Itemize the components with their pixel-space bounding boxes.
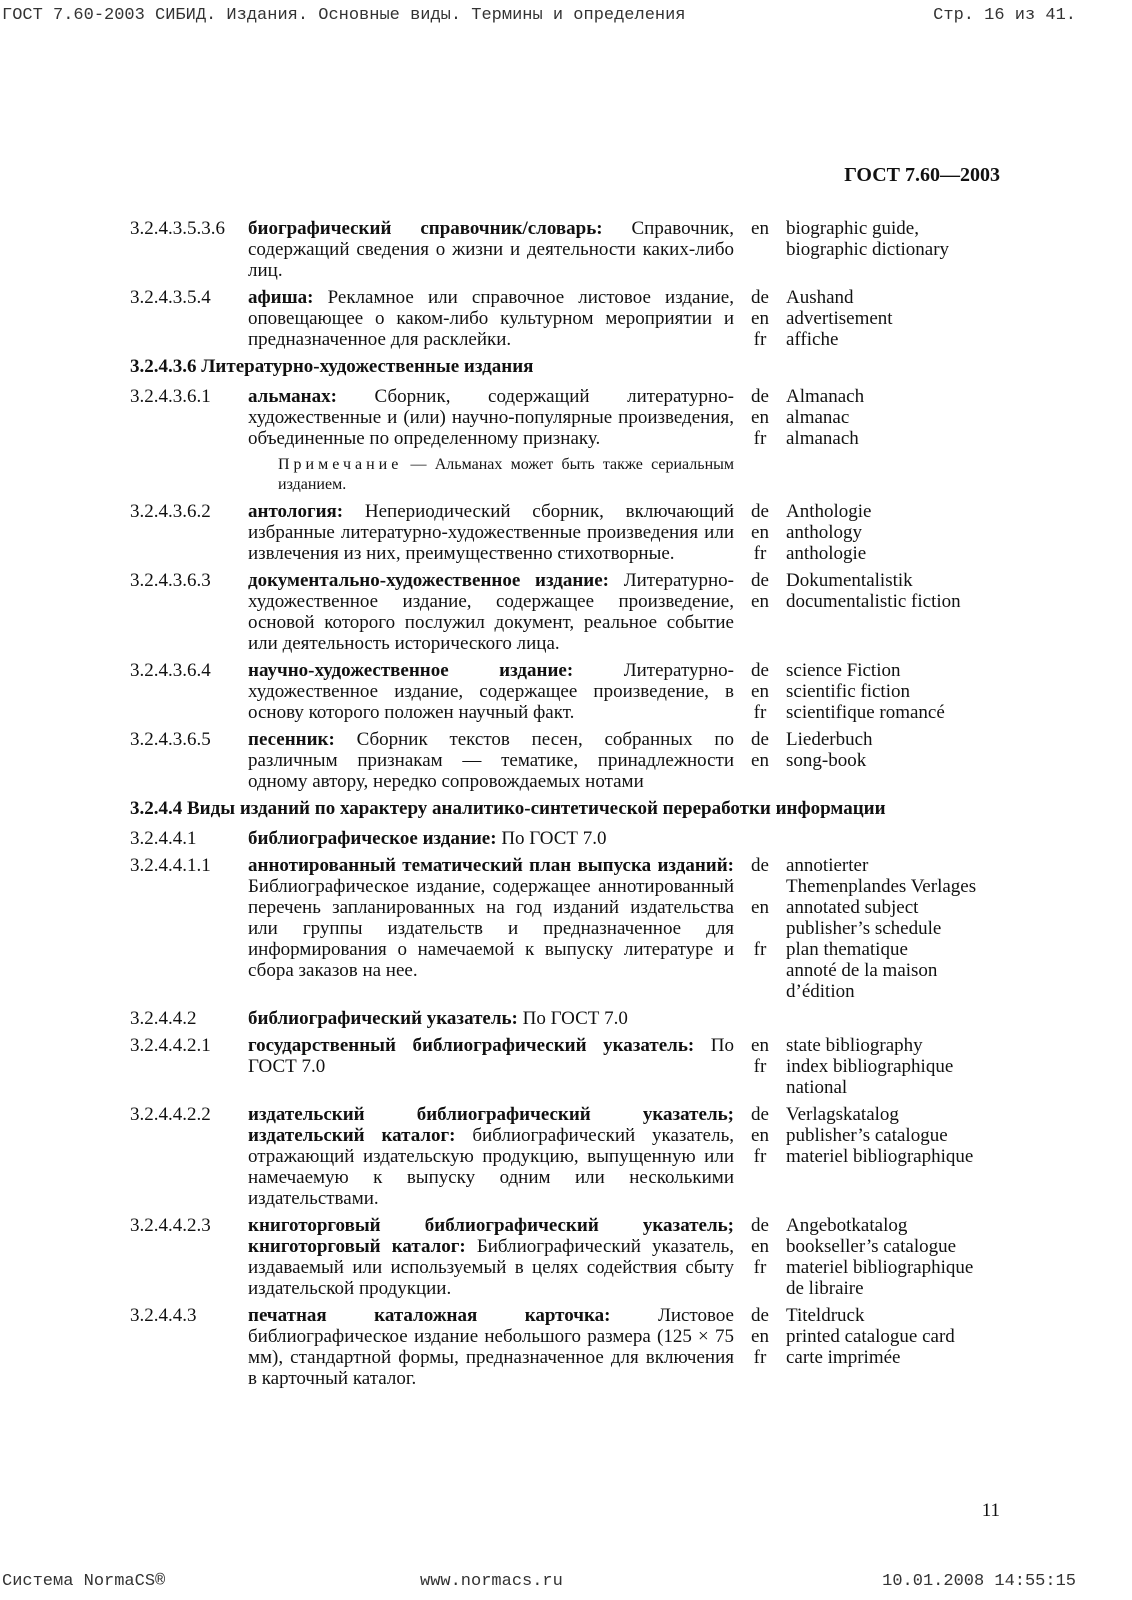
term-name: издательский библиографический указатель; издательский каталог: [248,1104,734,1146]
term-entry [130,1215,1010,1299]
entries-group-b [130,386,1010,792]
term-entry [130,1008,1010,1029]
term-name: библиографическое издание: [248,828,497,849]
language-code: en [751,897,769,918]
term-definition [248,1035,734,1098]
term-entry [130,828,1010,849]
language-code: fr [753,939,767,960]
foreign-equivalents [786,218,1010,281]
equivalent-term: annotated subject [786,897,919,918]
term-number: 3.2.4.4.2 [130,1008,197,1029]
equivalent-term: scientific fiction [786,681,910,702]
term-definition [248,729,734,792]
term-entry [130,570,1010,654]
term-entry [130,855,1010,1002]
definition-text: библиографический указатель, отражающий издательскую продукцию, выпущенную или намечаемую к выпуску одним или несколькими издательствами. [248,1125,734,1209]
term-name: библиографический указатель: [248,1008,518,1029]
language-code: en [751,1035,769,1056]
language-code: en [751,1125,769,1146]
equivalent-term: song-book [786,750,867,771]
term-entry [130,1305,1010,1389]
term-definition [248,660,734,723]
term-name: государственный библиографический указатель: [248,1035,695,1056]
term-entry [130,729,1010,792]
language-code: en [751,218,769,239]
foreign-equivalents [786,1305,1010,1389]
language-codes [734,1305,786,1389]
term-entry [130,287,1010,350]
term-definition [248,501,734,564]
language-codes [734,570,786,654]
term-name: аннотированный тематический план выпуска изданий: [248,855,734,876]
language-code [734,960,786,981]
language-code: fr [753,1056,767,1077]
equivalent-term: plan thematique [786,939,908,960]
equivalent-term: biographic guide, [786,218,919,239]
equivalent-term: documentalistic fiction [786,591,961,612]
foreign-equivalents [786,287,1010,350]
language-codes [734,1104,786,1209]
term-definition [248,1305,734,1389]
language-code: de [751,570,769,591]
term-definition [248,1215,734,1299]
equivalent-term: annoté de la maison [786,960,938,981]
term-definition [248,828,734,849]
equivalent-term: carte imprimée [786,1347,901,1368]
foreign-equivalents [786,501,1010,564]
term-number: 3.2.4.4.2.1 [130,1035,211,1056]
equivalent-term: materiel bibliographique [786,1257,974,1278]
term-name: афиша: [248,287,314,308]
language-codes [734,386,786,449]
term-name: песенник: [248,729,335,750]
section-heading-analytic: 3.2.4.4 Виды изданий по характеру аналитико-синтетической переработки информации [130,798,886,819]
equivalent-term: anthology [786,522,862,543]
language-code [734,918,786,939]
language-code: en [751,1326,769,1347]
term-entry [130,218,1010,281]
language-codes [734,287,786,350]
foreign-equivalents [786,660,1010,723]
term-number: 3.2.4.3.6.5 [130,729,211,750]
language-code: de [751,501,769,522]
language-code: fr [753,428,767,449]
equivalent-term: de libraire [786,1278,864,1299]
definition-text: Листовое библиографическое издание небольшого размера (125 × 75 мм), стандартной формы, предназначенное для включения в карточный каталог. [248,1305,734,1389]
entries-group-c [130,828,1010,1389]
definition-text: По ГОСТ 7.0 [496,828,607,849]
equivalent-term: bookseller’s catalogue [786,1236,957,1257]
term-number: 3.2.4.3.6.2 [130,501,211,522]
foreign-equivalents [786,386,1010,449]
term-number: 3.2.4.3.5.4 [130,287,211,308]
language-code: en [751,1236,769,1257]
term-name: книготорговый библиографический указатель; книготорговый каталог: [248,1215,734,1257]
foreign-equivalents [786,729,1010,792]
term-definition [248,386,734,449]
term-definition [248,287,734,350]
definition-text: Библиографическое издание, содержащее аннотированный перечень запланированных на год изданий издательства или группы издательств и предназначенное для информирования о намечаемой к выпуску литературе и сбора заказов на нее. [248,876,734,981]
definition-text: Сборник текстов песен, собранных по различным признакам — тематике, принадлежности одному автору, нередко сопровождаемых нотами [248,729,734,792]
language-codes [734,1035,786,1098]
language-code: en [751,591,769,612]
language-code: de [751,386,769,407]
equivalent-term: Angebotkatalog [786,1215,908,1236]
term-name: биографический справочник/словарь: [248,218,603,239]
language-codes [734,501,786,564]
footer-timestamp: 10.01.2008 14:55:15 [882,1572,1076,1591]
language-codes [734,1215,786,1299]
term-name: альманах: [248,386,337,407]
language-codes [734,1008,786,1029]
page-number: 11 [981,1500,1000,1521]
equivalent-term: index bibliographique [786,1056,954,1077]
language-code: fr [753,1257,767,1278]
equivalent-term: Almanach [786,386,865,407]
term-definition [248,855,734,1002]
term-number: 3.2.4.3.6.1 [130,386,211,407]
equivalent-term: Anthologie [786,501,872,522]
section-heading-literary: 3.2.4.3.6 Литературно-художественные издания [130,356,534,377]
note-label: Примечание [278,456,403,473]
language-code: fr [753,1347,767,1368]
definition-text: Сборник, содержащий литературно-художественные и (или) научно-популярные произведения, объединенные по определенному признаку. [248,386,734,449]
language-code: fr [753,1146,767,1167]
term-number: 3.2.4.4.1 [130,828,197,849]
language-code: de [751,660,769,681]
language-codes [734,218,786,281]
foreign-equivalents [786,855,1010,1002]
term-number: 3.2.4.4.2.3 [130,1215,211,1236]
foreign-equivalents [786,828,1010,849]
language-code [734,239,786,260]
definition-text: По ГОСТ 7.0 [248,1035,734,1077]
definition-text: Непериодический сборник, включающий избранные литературно-художественные произведения или извлечения из них, преимущественно стихотворные. [248,501,734,564]
term-definition [248,218,734,281]
term-entry [130,386,1010,495]
language-code: fr [753,702,767,723]
language-code [734,981,786,1002]
language-code: fr [753,329,767,350]
language-code [734,1077,786,1098]
footer-link[interactable]: www.normacs.ru [420,1572,563,1591]
standard-code: ГОСТ 7.60—2003 [844,164,1000,186]
term-definition [248,1008,734,1029]
definition-text: Библиографический указатель, издаваемый или используемый в целях содействия сбыту издательской продукции. [248,1236,735,1299]
definition-text: Литературно-художественное издание, содержащее произведение, в основу которого положен научный факт. [248,660,734,723]
language-code: en [751,750,769,771]
equivalent-term: publisher’s schedule [786,918,942,939]
term-entry [130,501,1010,564]
language-code: de [751,855,769,876]
language-code: en [751,522,769,543]
equivalent-term: Liederbuch [786,729,873,750]
equivalent-term: publisher’s catalogue [786,1125,948,1146]
term-number: 3.2.4.3.6.4 [130,660,211,681]
language-codes [734,729,786,792]
equivalent-term: printed catalogue card [786,1326,955,1347]
equivalent-term: materiel bibliographique [786,1146,974,1167]
foreign-equivalents [786,1104,1010,1209]
foreign-equivalents [786,570,1010,654]
equivalent-term: state bibliography [786,1035,923,1056]
term-entry [130,660,1010,723]
definition-text: Литературно-художественное издание, содержащее произведение, основой которого послужил документ, реальное событие или деятельность исторического лица. [248,570,734,654]
language-code: de [751,729,769,750]
equivalent-term: scientifique romancé [786,702,945,723]
language-codes [734,828,786,849]
equivalent-term: Aushand [786,287,854,308]
term-name: антология: [248,501,344,522]
term-entry [130,1035,1010,1098]
equivalent-term: national [786,1077,848,1098]
term-number: 3.2.4.4.2.2 [130,1104,211,1125]
term-number: 3.2.4.4.3 [130,1305,197,1326]
equivalent-term: almanac [786,407,850,428]
term-name: печатная каталожная карточка: [248,1305,611,1326]
equivalent-term: d’édition [786,981,855,1002]
equivalent-term: Themenplandes Verlages [786,876,977,897]
equivalent-term: biographic dictionary [786,239,950,260]
equivalent-term: Verlagskatalog [786,1104,899,1125]
language-code: de [751,1305,769,1326]
language-code: de [751,1215,769,1236]
term-definition [248,570,734,654]
language-codes [734,855,786,1002]
terms-list [130,218,1010,1395]
definition-text: Справочник, содержащий сведения о жизни и деятельности каких-либо лиц. [248,218,735,281]
note-spacer [130,449,248,495]
foreign-equivalents [786,1035,1010,1098]
foreign-equivalents [786,1215,1010,1299]
language-code: en [751,308,769,329]
equivalent-term: Titeldruck [786,1305,865,1326]
language-code: fr [753,543,767,564]
term-entry [130,1104,1010,1209]
language-code: en [751,681,769,702]
term-name: научно-художественное издание: [248,660,574,681]
equivalent-term: science Fiction [786,660,901,681]
note-text: — Альманах может быть также сериальным изданием. [278,456,734,493]
equivalent-term: affiche [786,329,839,350]
equivalent-term: anthologie [786,543,867,564]
definition-text: По ГОСТ 7.0 [517,1008,628,1029]
document-header-title: ГОСТ 7.60-2003 СИБИД. Издания. Основные виды. Термины и определения [2,6,686,25]
footer-system: Система NormaCS® [2,1572,166,1591]
entries-group-a [130,218,1010,350]
term-definition [248,1104,734,1209]
foreign-equivalents [786,1008,1010,1029]
equivalent-term: Dokumentalistik [786,570,913,591]
term-name: документально-художественное издание: [248,570,609,591]
equivalent-term: advertisement [786,308,893,329]
language-code: de [751,287,769,308]
term-number: 3.2.4.4.1.1 [130,855,211,876]
definition-text: Рекламное или справочное листовое издание, оповещающее о каком-либо культурном мероприятии и предназначенное для расклейки. [248,287,734,350]
language-code: de [751,1104,769,1125]
language-code: en [751,407,769,428]
term-number: 3.2.4.3.5.3.6 [130,218,225,239]
page-counter: Стр. 16 из 41. [933,6,1076,25]
language-code [734,1278,786,1299]
term-note [248,455,734,495]
equivalent-term: almanach [786,428,859,449]
equivalent-term: annotierter [786,855,869,876]
language-codes [734,660,786,723]
language-code [734,876,786,897]
term-number: 3.2.4.3.6.3 [130,570,211,591]
